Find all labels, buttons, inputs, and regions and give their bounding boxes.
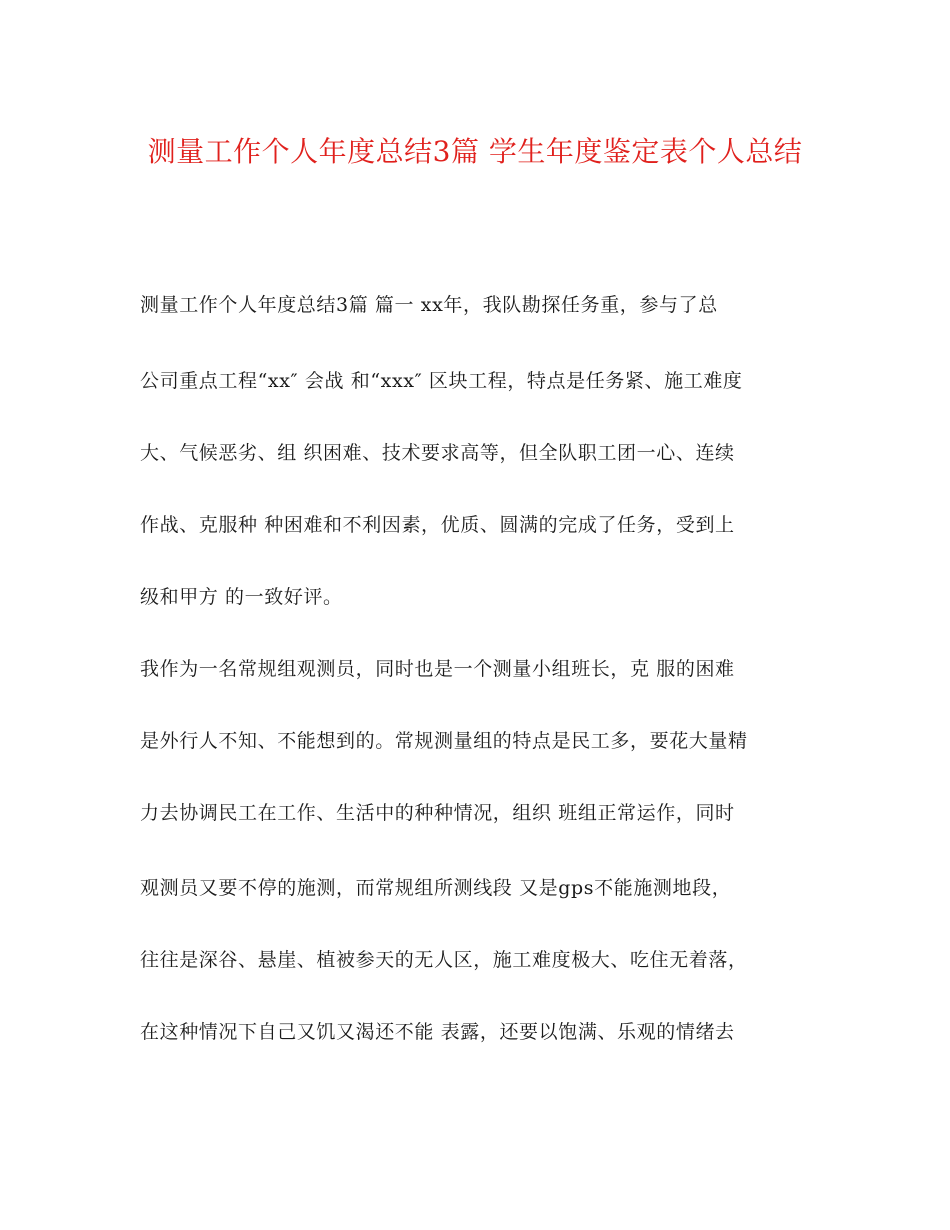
body-line-4: 作战、克服种 种困难和不利因素，优质、圆满的完成了任务，受到上 (140, 514, 735, 536)
body-line-7: 是外行人不知、不能想到的。常规测量组的特点是民工多，要花大量精 (140, 730, 748, 752)
document-title: 测量工作个人年度总结3篇 学生年度鉴定表个人总结 (147, 135, 803, 168)
body-line-9: 观测员又要不停的施测，而常规组所测线段 又是gps不能施测地段， (140, 877, 732, 899)
body-line-6: 我作为一名常规组观测员，同时也是一个测量小组班长，克 服的困难 (140, 658, 735, 680)
body-line-10: 往往是深谷、悬崖、植被参天的无人区，施工难度极大、吃住无着落， (140, 949, 748, 971)
body-line-1: 测量工作个人年度总结3篇 篇一 xx年，我队勘探任务重，参与了总 (140, 294, 718, 316)
body-line-5: 级和甲方 的一致好评。 (140, 586, 343, 608)
body-line-11: 在这种情况下自己又饥又渴还不能 表露，还要以饱满、乐观的情绪去 (140, 1021, 735, 1043)
body-line-2: 公司重点工程“xx″ 会战 和“xxx″ 区块工程，特点是任务紧、施工难度 (140, 370, 743, 392)
body-line-3: 大、气候恶劣、组 织困难、技术要求高等，但全队职工团一心、连续 (140, 442, 735, 464)
body-line-8: 力去协调民工在工作、生活中的种种情况，组织 班组正常运作，同时 (140, 802, 735, 824)
